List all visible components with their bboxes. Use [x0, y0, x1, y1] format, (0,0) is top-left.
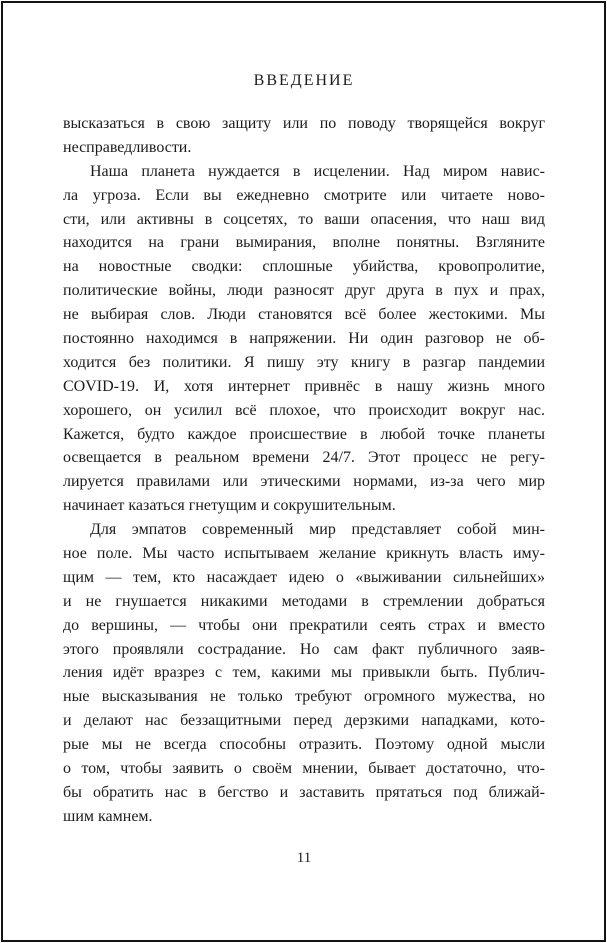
text-line: шим камнем.: [63, 807, 153, 825]
text-line: не выбирая слов. Люди становятся всё более жестокими. Мы: [63, 306, 545, 324]
text-line: COVID-19. И, хотя интернет привнёс в нашу жизнь много: [63, 377, 545, 395]
text-line: Кажется, будто каждое происшествие в любой точке планеты: [63, 425, 545, 443]
text-line: и делают нас беззащитными перед дерзкими нападками, кото-: [63, 712, 545, 730]
text-line: ления идёт вразрез с тем, какими мы привыкли быть. Публич-: [63, 664, 545, 682]
text-line: лируется правилами или этическими нормами, из-за чего мир: [63, 473, 545, 491]
text-line: и не гнушается никакими методами в стремлении добраться: [63, 592, 545, 610]
text-line: постоянно находимся в напряжении. Ни один разговор не об-: [63, 330, 545, 348]
text-line: о том, чтобы заявить о своём мнении, бывает достаточно, что-: [63, 760, 545, 778]
text-line: Наша планета нуждается в исцелении. Над миром навис-: [90, 162, 545, 180]
text-line: сти, или активны в соцсетях, то ваши опасения, что наш вид: [63, 210, 545, 228]
text-line: Для эмпатов современный мир представляет собой мин-: [90, 521, 545, 539]
text-line: находится на грани вымирания, вполне понятны. Взгляните: [63, 234, 545, 252]
text-line: ные высказывания не только требуют огромного мужества, но: [63, 688, 545, 706]
text-line: на новостные сводки: сплошные убийства, кровопролитие,: [63, 258, 545, 276]
text-line: начинает казаться гнетущим и сокрушительным.: [63, 497, 396, 515]
text-line: до вершины, — чтобы они прекратили сеять страх и вместо: [63, 616, 545, 634]
text-line: освещается в реальном времени 24/7. Этот процесс не регу-: [63, 449, 545, 467]
text-line: этого проявляли сострадание. Но сам факт публичного заяв-: [63, 640, 545, 658]
text-line: ла угроза. Если вы ежедневно смотрите или читаете ново-: [63, 186, 545, 204]
chapter-title: ВВЕДЕНИЕ: [253, 72, 355, 89]
text-line: рые мы не всегда способны отразить. Поэтому одной мысли: [63, 736, 545, 754]
text-line: высказаться в свою защиту или по поводу творящейся вокруг: [63, 115, 545, 132]
text-line: несправедливости.: [63, 138, 192, 156]
text-line: ное поле. Мы часто испытываем желание крикнуть власть иму-: [63, 545, 545, 563]
page-number: 11: [296, 849, 312, 866]
text-line: ходится без политики. Я пишу эту книгу в разгар пандемии: [63, 353, 545, 371]
text-line: хорошего, он усилил всё плохое, что происходит вокруг нас.: [63, 401, 545, 419]
text-line: политические войны, люди разносят друг друга в пух и прах,: [63, 282, 545, 300]
text-line: бы обратить нас в бегство и заставить прятаться под ближай-: [63, 783, 545, 801]
text-line: щим — тем, кто насаждает идею о «выживании сильнейших»: [63, 568, 545, 586]
text-block: [63, 112, 545, 829]
